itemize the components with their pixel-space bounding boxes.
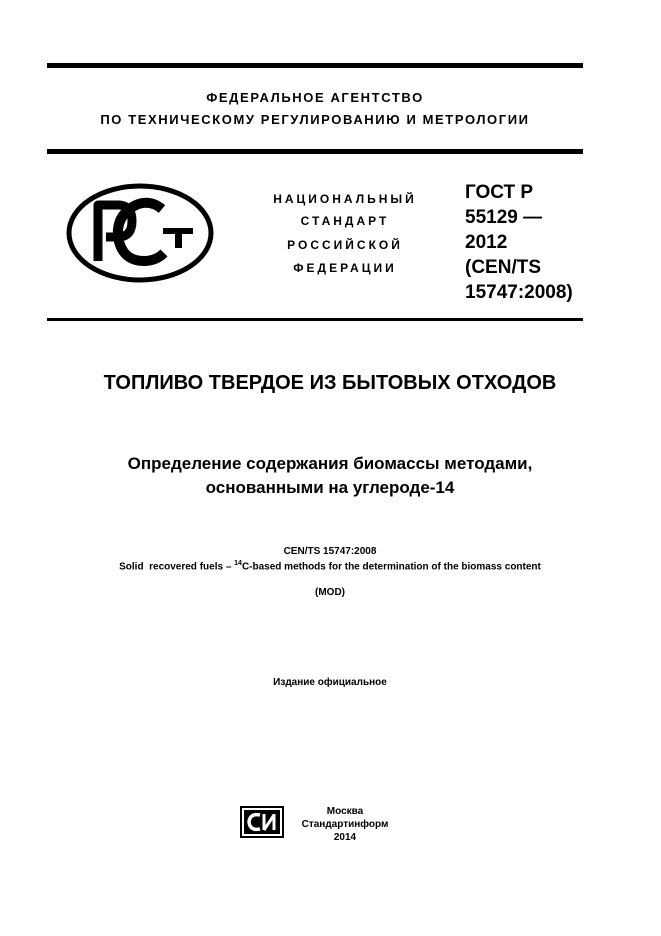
publisher-city: Москва bbox=[326, 806, 364, 817]
agency-line-2: ПО ТЕХНИЧЕСКОМУ РЕГУЛИРОВАНИЮ И МЕТРОЛОГИИ bbox=[100, 112, 530, 127]
source-title-suffix: C-based methods for the determination of the biomass content bbox=[241, 561, 541, 573]
modification-mark: (MOD) bbox=[315, 587, 345, 598]
standard-label-line: НАЦИОНАЛЬНЫЙ bbox=[273, 192, 417, 206]
source-title-superscript: 14 bbox=[234, 560, 242, 567]
standard-label-line: СТАНДАРТ bbox=[300, 214, 390, 228]
header-rule bbox=[47, 149, 583, 154]
rst-logo-icon bbox=[66, 183, 214, 283]
subtitle-line-2: основанными на углероде-14 bbox=[205, 478, 455, 497]
document-title: ТОПЛИВО ТВЕРДОЕ ИЗ БЫТОВЫХ ОТХОДОВ bbox=[103, 372, 557, 394]
publisher-name: Стандартинформ bbox=[301, 819, 389, 830]
standard-label-line: РОССИЙСКОЙ bbox=[287, 238, 403, 252]
source-standard-code: CEN/TS 15747:2008 bbox=[283, 546, 377, 557]
source-title-prefix: Solid recovered fuels – bbox=[119, 561, 235, 573]
standard-number-line: 15747:2008) bbox=[465, 282, 573, 303]
standard-number-line: 55129 — bbox=[465, 207, 543, 228]
standartinform-logo-icon bbox=[240, 806, 284, 838]
subtitle-line-1: Определение содержания биомассы методами, bbox=[127, 454, 533, 473]
standard-label-line: ФЕДЕРАЦИИ bbox=[293, 261, 397, 275]
source-standard-title bbox=[30, 560, 630, 572]
standard-number-line: 2012 bbox=[465, 232, 508, 253]
standard-number-line: ГОСТ Р bbox=[465, 182, 534, 203]
standard-number-line: (CEN/TS bbox=[465, 257, 541, 278]
section-rule bbox=[47, 318, 583, 321]
publisher-year: 2014 bbox=[333, 832, 357, 843]
top-rule bbox=[47, 63, 583, 68]
agency-line-1: ФЕДЕРАЛЬНОЕ АГЕНТСТВО bbox=[206, 90, 424, 105]
edition-note: Издание официальное bbox=[273, 677, 387, 688]
